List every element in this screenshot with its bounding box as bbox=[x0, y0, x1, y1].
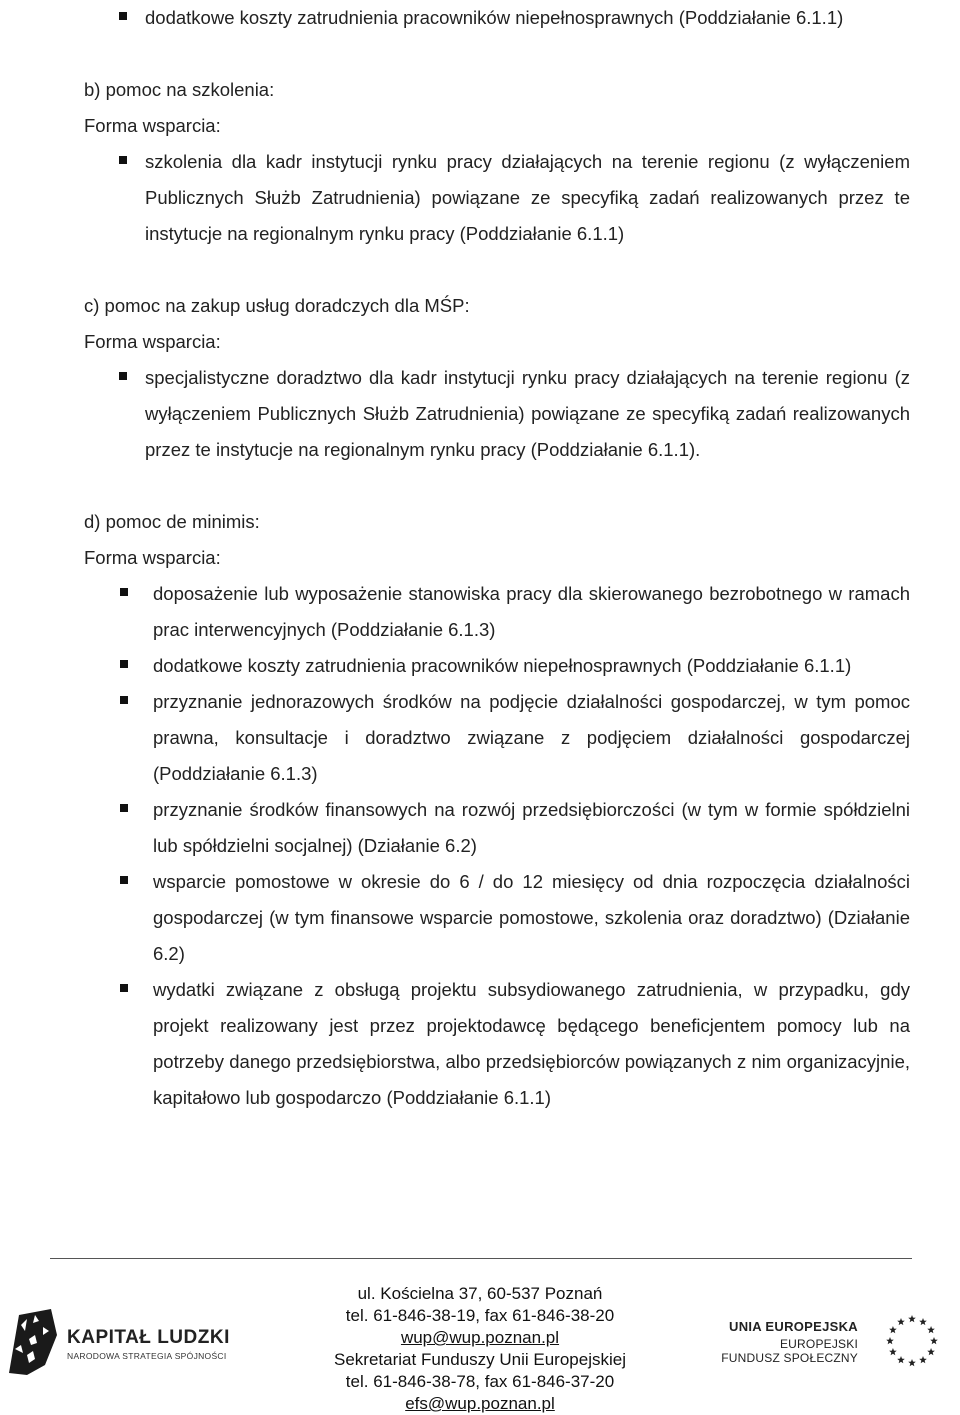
eu-star bbox=[919, 1318, 927, 1325]
section-b-heading: b) pomoc na szkolenia: bbox=[84, 79, 275, 100]
footer-divider bbox=[50, 1258, 912, 1259]
eu-star bbox=[908, 1359, 916, 1366]
list-item: wydatki związane z obsługą projektu subsydiowanego zatrudnienia, w przypadku, gdy projekt realizowany jest przez projektodawcę będącego beneficjentem pomocy lub na potrzeby danego przedsiębiorstwa, albo przedsiębiorców powiązanych z nim organizacyjnie, kapitałowo lub gospodarczo (Poddziałanie 6.1.1) bbox=[153, 972, 910, 1116]
list-item: specjalistyczne doradztwo dla kadr instytucji rynku pracy działających na terenie regionu (z wyłączeniem Publicznych Służb Zatrudnienia) powiązane ze specyfiką zadań realizowanych przez te instytucje na regionalnym rynku pracy (Poddziałanie 6.1.1). bbox=[145, 360, 910, 468]
eu-star bbox=[886, 1337, 894, 1344]
kapital-ludzki-emblem-icon bbox=[5, 1305, 61, 1377]
list-item: szkolenia dla kadr instytucji rynku pracy działających na terenie regionu (z wyłączeniem Publicznych Służb Zatrudnienia) powiązane ze specyfiką zadań realizowanych przez te instytucje na regionalnym rynku pracy (Poddziałanie 6.1.1) bbox=[145, 144, 910, 252]
list-item: dodatkowe koszty zatrudnienia pracowników niepełnosprawnych (Poddziałanie 6.1.1) bbox=[153, 648, 910, 684]
eu-star bbox=[908, 1315, 916, 1322]
section-d-form-label: Forma wsparcia: bbox=[84, 547, 221, 568]
eu-star bbox=[897, 1356, 905, 1363]
list-item: wsparcie pomostowe w okresie do 6 / do 12 miesięcy od dnia rozpoczęcia działalności gospodarczej (w tym finansowe wsparcie pomostowe, szkolenia oraz doradztwo) (Działanie 6.2) bbox=[153, 864, 910, 972]
eu-logo-text bbox=[721, 1319, 858, 1365]
kapital-ludzki-logo bbox=[5, 1305, 230, 1375]
eu-star bbox=[889, 1348, 897, 1355]
eu-star bbox=[927, 1348, 935, 1355]
list-item: przyznanie jednorazowych środków na podjęcie działalności gospodarczej, w tym pomoc prawna, konsultacje i doradztwo związane z podjęciem działalności gospodarczej (Poddziałanie 6.1.3) bbox=[153, 684, 910, 792]
section-c-heading: c) pomoc na zakup usług doradczych dla MŚP: bbox=[84, 295, 470, 316]
list-item: dodatkowe koszty zatrudnienia pracowników niepełnosprawnych (Poddziałanie 6.1.1) bbox=[145, 0, 910, 36]
section-c-form-label: Forma wsparcia: bbox=[84, 331, 221, 352]
footer-address: ul. Kościelna 37, 60-537 Poznań bbox=[357, 1284, 603, 1303]
eu-stars-icon bbox=[872, 1311, 952, 1371]
section-d-heading: d) pomoc de minimis: bbox=[84, 511, 260, 532]
eu-star bbox=[930, 1337, 938, 1344]
kapital-ludzki-name: KAPITAŁ LUDZKI bbox=[67, 1327, 230, 1348]
footer-email-link[interactable]: efs@wup.poznan.pl bbox=[405, 1394, 555, 1413]
eu-line-2: EUROPEJSKI bbox=[779, 1337, 858, 1351]
eu-star bbox=[889, 1326, 897, 1333]
eu-line-3: FUNDUSZ SPOŁECZNY bbox=[721, 1351, 858, 1365]
section-b-form-label: Forma wsparcia: bbox=[84, 115, 221, 136]
list-item: przyznanie środków finansowych na rozwój przedsiębiorczości (w tym w formie spółdzielni lub spółdzielni socjalnej) (Działanie 6.2) bbox=[153, 792, 910, 864]
footer-phone: tel. 61-846-38-19, fax 61-846-38-20 bbox=[345, 1306, 615, 1325]
kapital-ludzki-subtitle: NARODOWA STRATEGIA SPÓJNOŚCI bbox=[67, 1351, 227, 1361]
footer-contact bbox=[300, 1283, 660, 1415]
list-item: doposażenie lub wyposażenie stanowiska pracy dla skierowanego bezrobotnego w ramach prac interwencyjnych (Poddziałanie 6.1.3) bbox=[153, 576, 910, 648]
eu-line-1: UNIA EUROPEJSKA bbox=[729, 1319, 858, 1334]
footer-phone: tel. 61-846-38-78, fax 61-846-37-20 bbox=[345, 1372, 615, 1391]
footer-email-link[interactable]: wup@wup.poznan.pl bbox=[400, 1328, 560, 1347]
eu-logo bbox=[721, 1305, 960, 1375]
eu-star bbox=[919, 1356, 927, 1363]
eu-star bbox=[897, 1318, 905, 1325]
eu-star bbox=[927, 1326, 935, 1333]
footer-department: Sekretariat Funduszy Unii Europejskiej bbox=[334, 1350, 626, 1369]
